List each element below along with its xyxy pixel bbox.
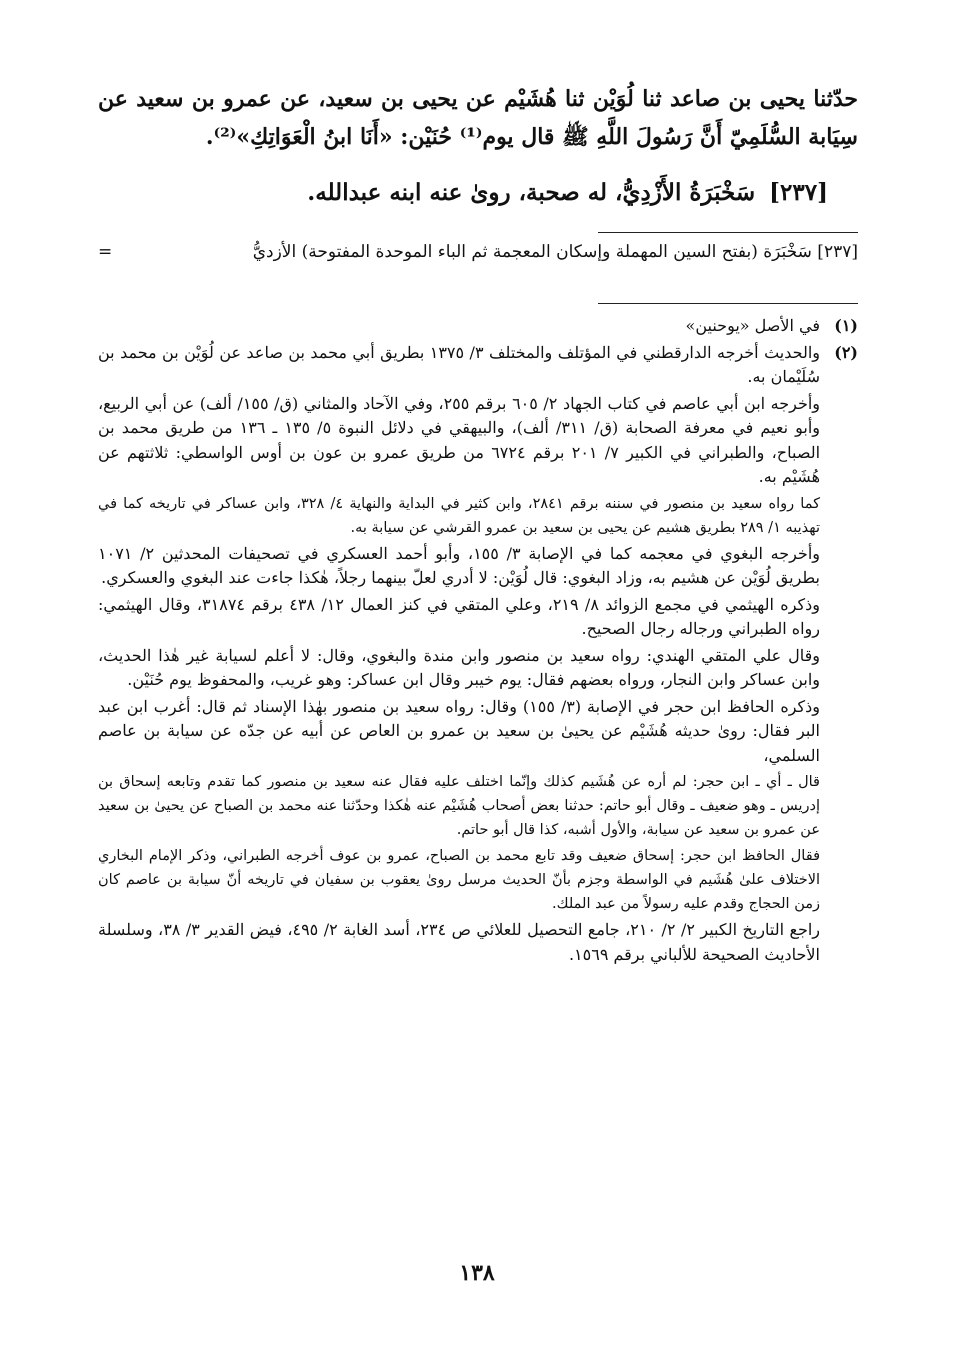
- footnote-paragraph: فقال الحافظ ابن حجر: إسحاق ضعيف وقد تابع محمد بن الصباح، عمرو بن عوف أخرجه الطبراني، وذكر الإمام البخاري الاختلاف علىٰ هُشَيم في الواسطة وجزم بأنّ الحديث مرسل روىٰ يعقوب بن سفيان في تاريخه أنّ سيابة بن عاصم كان زمن الحجاج وقدم عليه رسولاً من عبد الملك.: [98, 848, 820, 912]
- entry-note: [98, 237, 858, 267]
- footnote-paragraph: وذكره الهيثمي في مجمع الزوائد ٨/ ٢١٩، وعلي المتقي في كنز العمال ١٢/ ٤٣٨ برقم ٣١٨٧٤، وقال الهيثمي: رواه الطبراني ورجاله رجال الصحيح.: [98, 594, 820, 638]
- hadith-text: حدّثنا يحيى بن صاعد ثنا لُوَيْن ثنا هُشَيْم عن يحيى بن سعيد، عن عمرو بن سعيد عن سِيَابة السُّلَمِيّ أَنَّ رَسُولَ اللَّهِ ﷺ قال يوم⁽¹⁾ حُنَيْن: «أَنَا ابنُ الْعَوَاتِكِ»⁽²⁾.: [98, 86, 858, 150]
- footnote: [98, 314, 858, 341]
- book-page: [98, 80, 858, 969]
- footnote-paragraph: وأخرجه البغوي في معجمه كما في الإصابة ٣/ ١٥٥، وأبو أحمد العسكري في تصحيفات المحدثين ٢/ ١٠٧١ بطريق لُوَيْن عن هشيم به، وزاد البغوي: قال لُوَيْن: لا أدري لعلّ بينهما رجلاً، هٰكذا جاءت عند البغوي والعسكري.: [98, 543, 820, 587]
- footnote-paragraph: وقال علي المتقي الهندي: رواه سعيد بن منصور وابن مندة والبغوي، وقال: لا أعلم لسيابة غير هٰذا الحديث، وابن عساكر وابن النجار، ورواه بعضهم فقال: يوم خيبر وقال ابن عساكر: وهو غريب، والمحفوظ يوم حُنَيْن.: [98, 645, 820, 689]
- entry-note-text: [٢٣٧] سَخْبَرَة (بفتح السين المهملة وإسكان المعجمة ثم الباء الموحدة المفتوحة) الأزديُّ: [252, 242, 858, 262]
- footnote-body: [98, 341, 820, 970]
- footnote-paragraph: قال ـ أي ـ ابن حجر: لم أره عن هُشَيم كذلك وإنّما اختلف عليه فقال عنه سعيد بن منصور كما تقدم وتابعه إسحاق بن إدريس ـ وهو ضعيف ـ وقال أبو حاتم: حدثنا بعض أصحاب هُشَيْم عنه هٰكذا وحدّثنا عنه محمد بن الصباح عن يحيىٰ بن سعيد عن عمرو بن سعيد عن سيابة، والأول أشبه، كذا قال أبو حاتم.: [98, 774, 820, 838]
- biography-entry: [98, 176, 858, 210]
- footnote-body: [98, 314, 820, 341]
- footnote-divider: [598, 303, 858, 304]
- divider-rule: [598, 232, 858, 233]
- footnote-paragraph: وأخرجه ابن أبي عاصم في كتاب الجهاد ٢/ ٦٠٥ برقم ٢٥٥، وفي الآحاد والمثاني (ق/ ١٥٥/ ألف) عن أبي الربيع، وأبو نعيم في معرفة الصحابة (ق/ ٣١١/ ألف)، والبيهقي في دلائل النبوة ٥/ ١٣٥ ـ ١٣٦ من طريق محمد بن الصباح، والطبراني في الكبير ٧/ ٢٠١ برقم ٦٧٢٤ من طريق عمرو بن عون بن أوس الواسطي: ثلاثتهم عن هُشَيْم به.: [98, 393, 821, 486]
- entry-text: سَخْبَرَةُ الأَزْدِيُّ، له صحبة، روىٰ عنه ابنه عبدالله.: [307, 179, 756, 206]
- entry-number: [٢٣٧]: [769, 179, 828, 206]
- footnote: [98, 341, 858, 970]
- footnote-paragraph: كما رواه سعيد بن منصور في سننه برقم ٢٨٤١، وابن كثير في البداية والنهاية ٤/ ٣٢٨، وابن عساكر في تاريخه كما في تهذيبه ١/ ٢٨٩ بطريق هشيم عن يحيى بن سعيد بن عمرو القرشي عن سيابة به.: [98, 495, 820, 536]
- footnote-paragraph: راجع التاريخ الكبير ٢/ ٢/ ٢١٠، جامع التحصيل للعلائي ص ٢٣٤، أسد الغابة ٢/ ٤٩٥، فيض القدير ٣/ ٣٨، وسلسلة الأحاديث الصحيحة للألباني برقم ١٥٦٩.: [98, 920, 821, 964]
- footnote-paragraph: في الأصل «يوحنين»: [685, 316, 820, 335]
- page-number: ١٣٨: [459, 1260, 495, 1286]
- footnote-paragraph: والحديث أخرجه الدارقطني في المؤتلف والمختلف ٣/ ١٣٧٥ بطريق أبي محمد بن صاعد عن لُوَيْن بن محمد بن سُلَيْمان به.: [98, 342, 821, 386]
- footnote-number: (١): [834, 316, 858, 335]
- footnote-paragraph: وذكره الحافظ ابن حجر في الإصابة (٣/ ١٥٥) وقال: رواه سعيد بن منصور بهٰذا الإسناد ثم قال: أغرب ابن عبد البر فقال: روىٰ حديثه هُشَيْم عن يحيىٰ بن سعيد بن عمرو بن العاص عن أبيه عن جدّه عن سيابة بن عاصم السلمي،: [98, 696, 820, 765]
- footnotes: [98, 314, 858, 969]
- footnote-number: (٢): [834, 342, 858, 362]
- entry-note-continuation: =: [98, 242, 113, 262]
